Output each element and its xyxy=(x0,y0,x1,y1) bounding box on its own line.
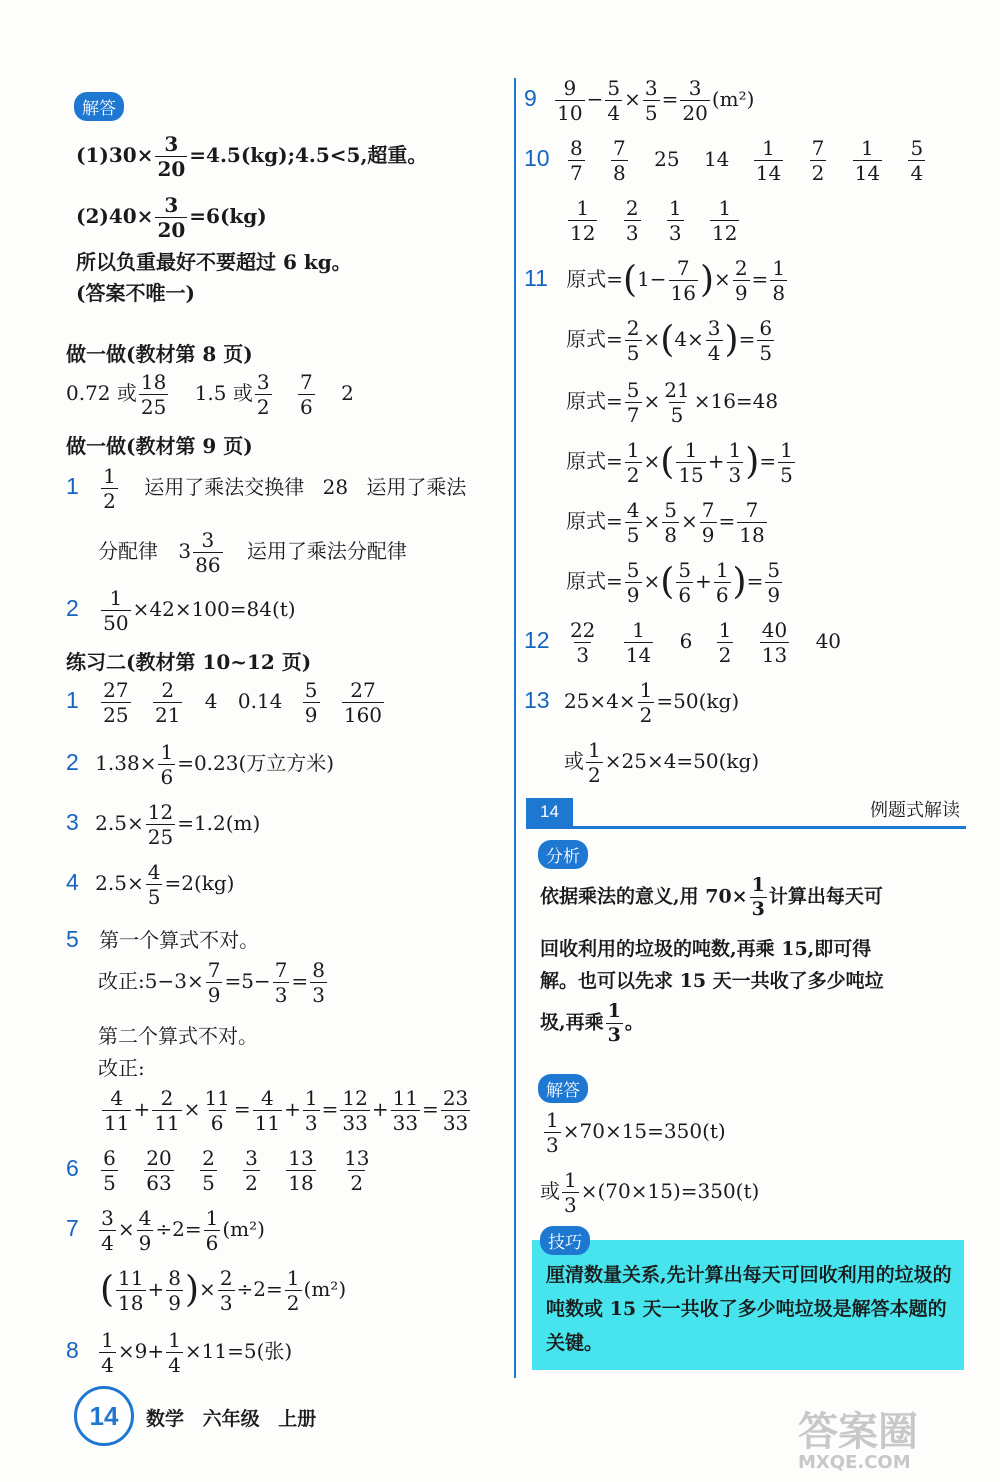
exercise-7-line-2: ( $\frac{11}{18}$ + $\frac{8}{9}$ )× $\frac{2}{3}$ ÷2= $\frac{1}{2}$ (m²) xyxy=(100,1266,347,1315)
footer-text: 数学 六年级 上册 xyxy=(146,1408,317,1430)
analysis-badge: 分析 xyxy=(538,840,588,869)
section-title: 例题式解读 xyxy=(870,800,960,821)
answer-badge-2: 解答 xyxy=(538,1074,588,1103)
exercise-11-row-4: 原式= $\frac{1}{2}$ ×( $\frac{1}{15}$ + $\frac{1}{3}$ )= $\frac{1}{5}$ xyxy=(566,438,793,487)
exercise-5-line-2: 第二个算式不对。 xyxy=(98,1024,258,1048)
answer-note: (答案不唯一) xyxy=(76,281,195,305)
exercise-11-row-2: 原式= $\frac{2}{5}$ ×(4× $\frac{3}{4}$ )= $\frac{6}{5}$ xyxy=(566,316,773,365)
exercise-13: 13 25×4× $\frac{1}{2}$ =50(kg) xyxy=(524,678,740,727)
watermark-logo: 答案圈 MXQE.COM xyxy=(798,1409,918,1473)
question-2-p9: 2 $\frac{1}{50}$ ×42×100=84(t) xyxy=(66,586,296,635)
solution-line-2: 或 $\frac{1}{3}$ ×(70×15)=350(t) xyxy=(540,1168,760,1217)
analysis-line-3: 解。也可以先求 15 天一共收了多少吨垃 xyxy=(540,970,884,992)
exercise-2: 2 1.38× $\frac{1}{6}$ =0.23(万立方米) xyxy=(66,740,335,789)
question-1-p9: 1 $\frac{1}{2}$ 运用了乘法交换律 28 运用了乘法 xyxy=(66,464,467,513)
question-1-p9-cont: 分配律 3 $\frac{3}{86}$ 运用了乘法分配律 xyxy=(98,528,407,577)
exercise-5-label: 改正: xyxy=(98,1056,145,1080)
exercise-12: 12 $\frac{22}{3}$ $\frac{1}{14}$ 6 $\frac{1}{2}$ $\frac{40}{13}$ 40 xyxy=(524,618,842,667)
analysis-line-2: 回收利用的垃圾的吨数,再乘 15,即可得 xyxy=(540,938,872,960)
page-number-badge: 14 xyxy=(74,1386,134,1446)
answer-line-1: (1)30× $\frac{3}{20}$ =4.5(kg);4.5<5,超重。 xyxy=(76,132,428,181)
exercise-10-line-2: $\frac{1}{12}$ $\frac{2}{3}$ $\frac{1}{3}$ $\frac{1}{12}$ xyxy=(570,196,738,245)
exercise-5-line-1: 5 第一个算式不对。 xyxy=(66,926,260,952)
exercise-11-row-1: 11 原式=(1− $\frac{7}{16}$ )× $\frac{2}{9}$ = $\frac{1}{8}$ xyxy=(524,256,786,305)
answer-line-3: 所以负重最好不要超过 6 kg。 xyxy=(76,250,352,274)
exercise-5-correction-1: 改正:5−3× $\frac{7}{9}$ =5− $\frac{7}{3}$ = $\frac{8}{3}$ xyxy=(98,958,325,1007)
answer-line-2: (2)40× $\frac{3}{20}$ =6(kg) xyxy=(76,193,267,242)
tip-text: 厘清数量关系,先计算出每天可回收利用的垃圾的吨数或 15 天一共收了多少吨垃圾是解答本题的关键。 xyxy=(546,1264,952,1354)
exercise-11-row-5: 原式= $\frac{4}{5}$ × $\frac{5}{8}$ × $\frac{7}{9}$ = $\frac{7}{18}$ xyxy=(566,498,765,547)
exercise-9: 9 $\frac{9}{10}$ − $\frac{5}{4}$ × $\frac{3}{5}$ = $\frac{3}{20}$ (m²) xyxy=(524,76,755,125)
answer-badge: 解答 xyxy=(74,92,124,121)
column-divider xyxy=(514,78,516,1378)
exercise-8: 8 $\frac{1}{4}$ ×9+ $\frac{1}{4}$ ×11=5(张) xyxy=(66,1328,293,1377)
tip-badge: 技巧 xyxy=(540,1226,590,1255)
section-heading-p9: 做一做(教材第 9 页) xyxy=(66,434,253,458)
exercise-10: 10 $\frac{8}{7}$ $\frac{7}{8}$ 25 14 $\frac{1}{14}$ $\frac{7}{2}$ $\frac{1}{14}$ $\frac{5}{4}$ xyxy=(524,136,924,185)
section-header xyxy=(526,798,966,829)
analysis-line-4: 圾,再乘 $\frac{1}{3}$ 。 xyxy=(540,1000,644,1046)
exercise-11-row-6: 原式= $\frac{5}{9}$ ×( $\frac{5}{6}$ + $\frac{1}{6}$ )= $\frac{5}{9}$ xyxy=(566,558,781,607)
exercise-6: 6 $\frac{6}{5}$ $\frac{20}{63}$ $\frac{2}{5}$ $\frac{3}{2}$ $\frac{13}{18}$ $\frac{13}{2}$ xyxy=(66,1146,370,1195)
section-heading-ex2: 练习二(教材第 10~12 页) xyxy=(66,650,312,674)
exercise-3: 3 2.5× $\frac{12}{25}$ =1.2(m) xyxy=(66,800,261,849)
solution-line-1: $\frac{1}{3}$ ×70×15=350(t) xyxy=(546,1108,726,1157)
exercise-4: 4 2.5× $\frac{4}{5}$ =2(kg) xyxy=(66,860,235,909)
analysis-line-1: 依据乘法的意义,用 70× $\frac{1}{3}$ 计算出每天可 xyxy=(540,874,883,920)
exercise-5-correction-2: $\frac{4}{11}$ + $\frac{2}{11}$ × $\frac{11}{6}$ = $\frac{4}{11}$ + $\frac{1}{3}$ = $\frac{12}{33}$ + $\frac{11}{33}$ = $\frac{23}{33}$ xyxy=(104,1086,469,1135)
section-heading-p8: 做一做(教材第 8 页) xyxy=(66,342,253,366)
exercise-1: 1 $\frac{27}{25}$ $\frac{2}{21}$ 4 0.14 $\frac{5}{9}$ $\frac{27}{160}$ xyxy=(66,678,383,727)
answer-row-p8: 0.72 或 $\frac{18}{25}$ 1.5 或 $\frac{3}{2}$ $\frac{7}{6}$ 2 xyxy=(66,370,354,419)
exercise-11-row-3: 原式= $\frac{5}{7}$ × $\frac{21}{5}$ ×16=48 xyxy=(566,378,779,427)
exercise-7: 7 $\frac{3}{4}$ × $\frac{4}{9}$ ÷2= $\frac{1}{6}$ (m²) xyxy=(66,1206,265,1255)
section-number: 14 xyxy=(526,798,573,826)
exercise-13-alt: 或 $\frac{1}{2}$ ×25×4=50(kg) xyxy=(564,738,760,787)
